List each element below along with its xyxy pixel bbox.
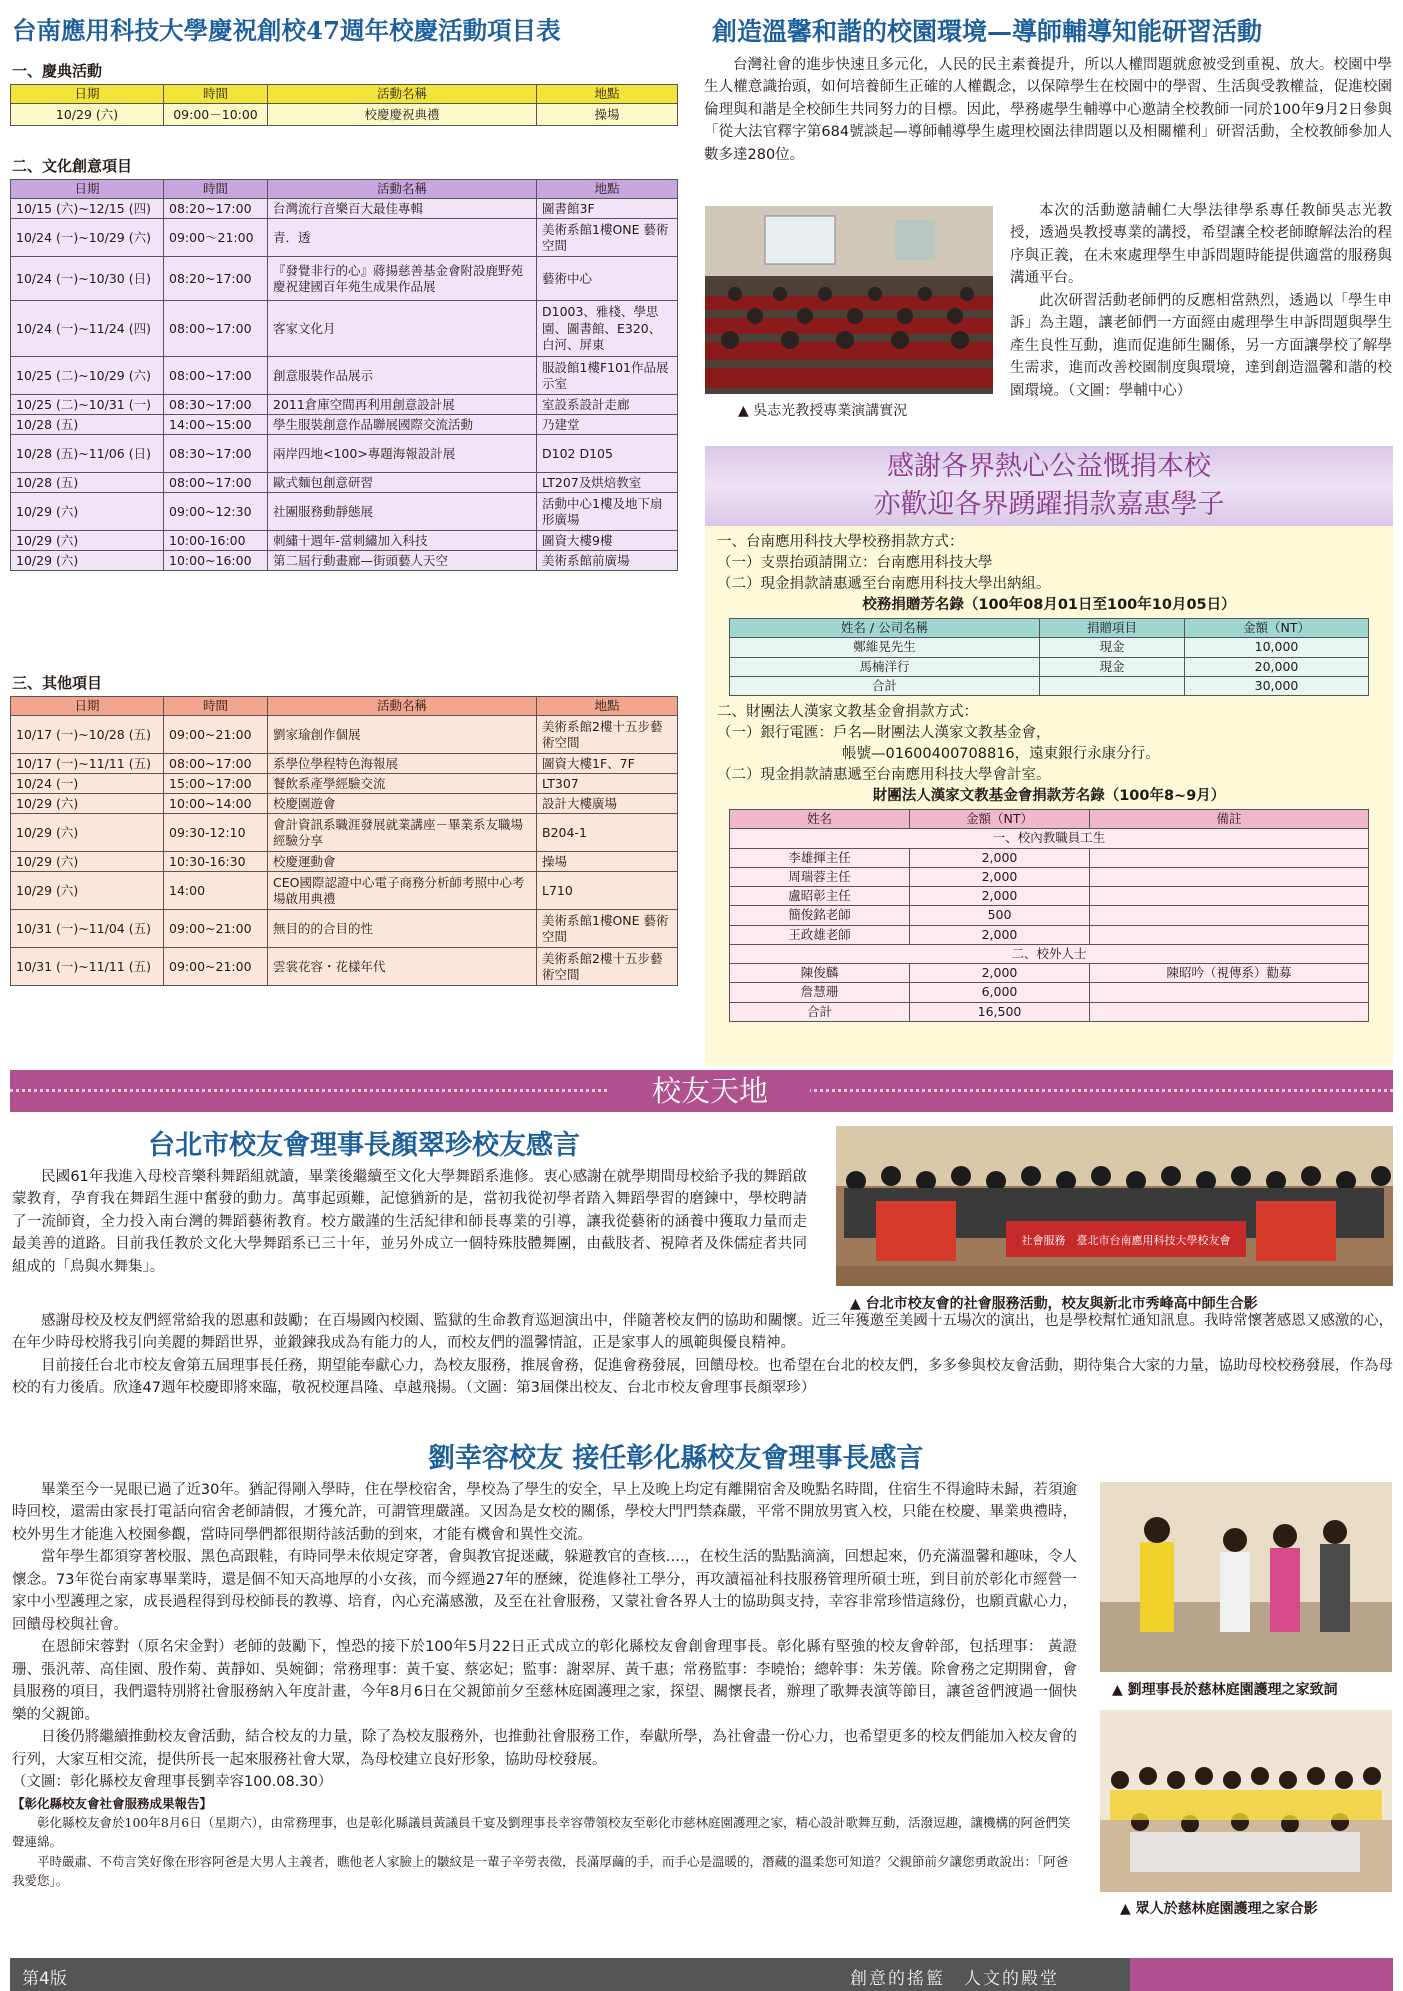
table-cell — [1090, 867, 1369, 886]
table-cell: 2,000 — [910, 848, 1090, 867]
table-cell — [1090, 848, 1369, 867]
table-cell: 10/29 (六) — [11, 872, 164, 910]
table-row — [730, 657, 1369, 676]
table-row — [730, 964, 1369, 983]
column-header: 金額（NT） — [910, 810, 1090, 829]
list1-header-row — [730, 619, 1369, 638]
table-cell: 09:00~21:00 — [164, 910, 268, 948]
table-cell: 09:00－10:00 — [164, 104, 268, 126]
lecture-photo — [705, 206, 993, 394]
table-cell: 社團服務動靜態展 — [268, 493, 537, 531]
table-cell: 10/17 (一)~10/28 (五) — [11, 716, 164, 754]
table-cell: 30,000 — [1185, 676, 1369, 695]
mentor-paragraph-1: 台灣社會的進步快速且多元化，人民的民主素養提升，所以人權問題就愈被受到重視、放大。校園中學生人權意識抬頭，如何培養師生正確的人權觀念，以保障學生在校園中的學習、生活與受教權益，促進校園倫理與和諧是全校師生共同努力的目標。因此，學務處學生輔導中心邀請全校教師一同於100年9月2日參與「從大法官釋字第684號談起—導師輔導學生處理校園法律問題以及相關權利」研習活動，全校教師參加人數多達280位。 — [704, 57, 1392, 163]
liu-report-1: 彰化縣校友會於100年8月6日（星期六），由常務理事，也是彰化縣議員黃議員千宴及劉理事長幸容帶領校友至彰化市慈林庭園護理之家，精心設計歌舞互動，活潑逗趣，讓機構的阿爸們笑聲連綿。 — [12, 1814, 1071, 1850]
column-header: 地點 — [537, 697, 678, 716]
table-cell: D1003、雅棧、學思園、圖書館、E320、白河、屏東 — [537, 301, 678, 357]
column-header: 姓名 — [730, 810, 910, 829]
yen-photo-banner: 社會服務 臺北市台南應用科技大學校友會 — [1021, 1234, 1231, 1247]
table-row — [730, 925, 1369, 944]
lecture-caption: ▲ 吳志光教授專業演講實況 — [738, 403, 908, 419]
footer — [10, 1958, 1393, 1991]
column-header: 日期 — [11, 180, 164, 199]
others-table — [10, 696, 678, 986]
yen-caption: ▲ 台北市校友會的社會服務活動，校友與新北市秀峰高中師生合影 — [850, 1296, 1258, 1312]
table-cell: 美術系館2樓十五步藝術空間 — [537, 948, 678, 986]
table-cell: 圖資大樓9樓 — [537, 531, 678, 551]
table-cell: 2,000 — [910, 925, 1090, 944]
table-row — [11, 257, 678, 301]
table-cell: 王政雄老師 — [730, 925, 910, 944]
column-header: 時間 — [164, 180, 268, 199]
table-row — [11, 493, 678, 531]
table-cell: 校慶運動會 — [268, 852, 537, 872]
donation-list-2-title: 財團法人漢家文教基金會捐款芳名錄（100年8~9月） — [872, 788, 1226, 805]
liu-photo-speech — [1100, 1482, 1392, 1672]
table-row — [730, 983, 1369, 1002]
table-cell: 08:30~17:00 — [164, 395, 268, 415]
table-cell — [1090, 1002, 1369, 1021]
table-cell: 詹慧珊 — [730, 983, 910, 1002]
table-cell: 室設系設計走廊 — [537, 395, 678, 415]
table-row — [11, 219, 678, 257]
table-cell: 10/24 (一) — [11, 774, 164, 794]
table-cell: 美術系館1樓ONE 藝術空間 — [537, 910, 678, 948]
table-cell: 14:00~15:00 — [164, 415, 268, 435]
table-row — [11, 199, 678, 219]
lecture-illustration — [705, 206, 993, 394]
yen-paragraph-2: 感謝母校及校友們經常給我的恩惠和鼓勵；在百場國內校園、監獄的生命教育巡迴演出中，伴隨著校友們的協助和關懷。近三年獲邀至美國十五場次的演出，也是學校幫忙通知訊息。我時常懷著感恩又感激的心，在年少時母校將我引向美麗的舞蹈世界，並鍛鍊我成為有能力的人，而校友們的溫馨情誼，正是家事人的風範與優良精神。 — [12, 1313, 1393, 1352]
table-cell: 學生服裝創意作品聯展國際交流活動 — [268, 415, 537, 435]
table-cell: 10:00-16:00 — [164, 531, 268, 551]
ceremony-heading: 一、慶典活動 — [12, 62, 103, 80]
culture-table — [10, 179, 678, 571]
table-cell: 設計大樓廣場 — [537, 794, 678, 814]
table-row — [11, 301, 678, 357]
table-cell: 6,000 — [910, 983, 1090, 1002]
table-cell: 陳昭吟（視傳系）勸募 — [1090, 964, 1369, 983]
yen-group-photo — [836, 1126, 1393, 1286]
table-row — [11, 435, 678, 473]
column-header: 活動名稱 — [268, 180, 537, 199]
table-cell: 08:00~17:00 — [164, 301, 268, 357]
list2-header-row — [730, 810, 1369, 829]
table-cell: 10/31 (一)~11/11 (五) — [11, 948, 164, 986]
table-cell: 雲裳花容・花樣年代 — [268, 948, 537, 986]
table-cell — [1040, 676, 1185, 695]
column-header: 捐贈項目 — [1040, 619, 1185, 638]
table-cell: 圖資大樓1F、7F — [537, 754, 678, 774]
table-row — [730, 1002, 1369, 1021]
table-row — [11, 852, 678, 872]
footer-slogan: 創意的搖籃 人文的殿堂 — [850, 1969, 1059, 1989]
liu-paragraph-1: 畢業至今一晃眼已過了近30年。猶記得剛入學時，住在學校宿舍，學校為了學生的安全，早上及晚上均定有離開宿舍及晚點名時間，住宿生不得逾時未歸，若須逾時回校，還需由家長打電話向宿舍老師請假，才獲允許，可謂管理嚴謹。又因為是女校的關係，學校大門門禁森嚴，平常不開放男賓入校，只能在校慶、畢業典禮時，校外男生才能進入校園參觀，當時同學們都很期待該活動的到來，才能有機會和異性交流。 — [12, 1482, 1077, 1543]
table-cell: 10/31 (一)~11/04 (五) — [11, 910, 164, 948]
column-header: 時間 — [164, 85, 268, 104]
page-number: 第4版 — [22, 1969, 67, 1989]
table-cell: 乃建堂 — [537, 415, 678, 435]
liu-paragraph-2: 當年學生都須穿著校服、黑色高跟鞋，有時同學未依規定穿著，會與教官捉迷藏，躲避教官的查核….，在校生活的點點滴滴，回想起來，仍充滿溫馨和趣味，令人懷念。73年從台南家專畢業時，還是個不知天高地厚的小女孩，而今經過27年的歷練，從進修社工學分，再攻讀福祉科技服務管理所碩士班，到目前於彰化市經營一家中小型護理之家，成長過程得到母校師長的教導、培育，內心充滿感激，及至在社會服務，又蒙社會各界人士的協助與支持，幸容非常珍惜這緣份，也願貢獻心力，回饋母校與社會。 — [12, 1549, 1077, 1633]
liu-photo-speech-illustration — [1100, 1482, 1392, 1672]
table-cell: 10/28 (五) — [11, 473, 164, 493]
table-cell: 現金 — [1040, 657, 1185, 676]
table-row — [11, 551, 678, 571]
table-cell: 10:30-16:30 — [164, 852, 268, 872]
table-cell: 操場 — [537, 852, 678, 872]
donation-box — [705, 446, 1393, 1066]
donation-list-1 — [717, 616, 1381, 696]
table-row — [730, 887, 1369, 906]
column-header: 備註 — [1090, 810, 1369, 829]
table-cell: 10:00~14:00 — [164, 794, 268, 814]
table-cell: 10/29 (六) — [11, 493, 164, 531]
table-cell: 陳俊麟 — [730, 964, 910, 983]
table-cell: CEO國際認證中心電子商務分析師考照中心考場啟用典禮 — [268, 872, 537, 910]
mentor-paragraph-2: 本次的活動邀請輔仁大學法律學系專任教師吳志光教授，透過吳教授專業的講授，希望讓全校老師瞭解法治的程序與正義，在未來處理學生申訴問題時能提供適當的服務與溝通平台。 — [1010, 203, 1392, 287]
table-cell: 『發覺非行的心』蔣揚慈善基金會附設鹿野苑慶祝建國百年苑生成果作品展 — [268, 257, 537, 301]
liu-report-title: 【彰化縣校友會社會服務成果報告】 — [12, 1795, 213, 1811]
donation-section-2a: （一）銀行電匯：戶名—財團法人漢家文教基金會， — [717, 725, 1051, 742]
culture-header-row — [11, 180, 678, 199]
table-cell: 2,000 — [910, 964, 1090, 983]
donation-title-2: 亦歡迎各界踴躍捐款嘉惠學子 — [873, 489, 1225, 520]
donation-section-1b: （二）現金捐款請惠遞至台南應用科技大學出納組。 — [717, 576, 1051, 593]
table-cell: 09:00~12:30 — [164, 493, 268, 531]
table-cell: 第二屆行動畫廊—街頭藝人天空 — [268, 551, 537, 571]
table-cell: 09:00~21:00 — [164, 716, 268, 754]
yen-paragraph-1: 民國61年我進入母校音樂科舞蹈組就讀，畢業後繼續至文化大學舞蹈系進修。衷心感謝在就學期間母校給予我的舞蹈啟蒙教育，孕育我在舞蹈生涯中奮發的動力。萬事起頭難，記憶猶新的是，當初我從初學者踏入舞蹈學習的磨鍊中，學校聘請了一流師資，全力投入南台灣的舞蹈藝術教育。校方嚴謹的生活紀律和師長專業的引導，讓我從藝術的涵養中獲取力量而走最美善的道路。目前我任教於文化大學舞蹈系已三十年，並另外成立一個特殊肢體舞團，由截肢者、視障者及侏儒症者共同組成的「鳥與水舞集」。 — [12, 1169, 807, 1275]
table-cell: 餐飲系產學經驗交流 — [268, 774, 537, 794]
table-row — [11, 415, 678, 435]
table-row — [730, 676, 1369, 695]
table-cell: LT207及烘焙教室 — [537, 473, 678, 493]
liu-report-2: 平時嚴肅、不苟言笑好像在形容阿爸是大男人主義者，瞧他老人家臉上的皺紋是一輩子辛勞表徵，長滿厚繭的手，而手心是溫暖的，潛藏的溫柔您可知道？父親節前夕讓您勇敢說出：「阿爸我愛您」。 — [12, 1853, 1069, 1889]
donation-section-1a: （一）支票抬頭請開立：台南應用科技大學 — [717, 555, 993, 572]
column-header: 金額（NT） — [1185, 619, 1369, 638]
table-cell: 14:00 — [164, 872, 268, 910]
yen-paragraph-3: 目前接任台北市校友會第五屆理事長任務，期望能奉獻心力，為校友服務，推展會務，促進會務發展，回饋母校。也希望在台北的校友們，多多參與校友會活動，期待集合大家的力量，協助母校校務發展，作為母校的有力後盾。欣逢47週年校慶即將來臨，敬祝校運昌隆、卓越飛揚。（文圖：第3屆傑出校友、台北市校友會理事長顏翠珍） — [12, 1357, 1393, 1397]
table-cell: 08:00~17:00 — [164, 357, 268, 395]
table-cell: 10/29 (六) — [11, 551, 164, 571]
table-cell: 美術系館2樓十五步藝術空間 — [537, 716, 678, 754]
table-cell: 08:00~17:00 — [164, 473, 268, 493]
table-row — [730, 906, 1369, 925]
column-header: 活動名稱 — [268, 697, 537, 716]
table-cell: 20,000 — [1185, 657, 1369, 676]
table-cell: 10/25 (二)~10/29 (六) — [11, 357, 164, 395]
table-row — [11, 104, 678, 126]
column-header: 地點 — [537, 85, 678, 104]
column-header: 日期 — [11, 85, 164, 104]
donation-list-2 — [717, 807, 1381, 1022]
table-cell: 客家文化月 — [268, 301, 537, 357]
table-cell: 10/29 (六) — [11, 794, 164, 814]
table-row — [11, 794, 678, 814]
table-cell: 操場 — [537, 104, 678, 126]
yen-photo-illustration — [836, 1126, 1393, 1286]
table-cell: 2,000 — [910, 867, 1090, 886]
table-cell: 500 — [910, 906, 1090, 925]
table-cell: 青．透 — [268, 219, 537, 257]
table-cell: 10/24 (一)~10/30 (日) — [11, 257, 164, 301]
table-cell: 活動中心1樓及地下扇形廣場 — [537, 493, 678, 531]
table-cell — [1090, 983, 1369, 1002]
table-cell: L710 — [537, 872, 678, 910]
table-cell: 校慶慶祝典禮 — [268, 104, 537, 126]
table-cell — [1090, 887, 1369, 906]
table-cell: 08:00~17:00 — [164, 754, 268, 774]
table-cell: 一、校內教職員工生 — [730, 829, 1369, 848]
table-cell: 服設館1樓F101作品展示室 — [537, 357, 678, 395]
table-cell: 10/29 (六) — [11, 814, 164, 852]
table-cell: 09:30-12:10 — [164, 814, 268, 852]
table-cell: LT307 — [537, 774, 678, 794]
table-cell: 周瑞蓉主任 — [730, 867, 910, 886]
table-cell — [1090, 925, 1369, 944]
liu-signature: （文圖：彰化縣校友會理事長劉幸容100.08.30） — [12, 1774, 333, 1791]
table-row — [11, 910, 678, 948]
donation-header — [705, 446, 1393, 526]
liu-caption-2: ▲ 眾人於慈林庭園護理之家合影 — [1120, 1901, 1318, 1917]
table-cell: 兩岸四地<100>專題海報設計展 — [268, 435, 537, 473]
liu-paragraph-3: 在恩師宋蓉對（原名宋金對）老師的鼓勵下，惶恐的接下於100年5月22日正式成立的彰化縣校友會創會理事長。彰化縣有堅強的校友會幹部，包括理事： 黃證珊、張汎蒂、高佳園、殷作菊、黃靜如、吳婉御；常務理事：黃千宴、蔡宓妃；監事：謝翠屏、黃千惠；常務監事：李曉怡；總幹事：朱芳儀。除會務之定期開會，會員服務的項目，我們還特別將社會服務納入年度計畫，今年8月6日在父親節前夕至慈林庭園護理之家，探望、關懷長者，辦理了歌舞表演等節目，讓爸爸們渡過一個快樂的父親節。 — [12, 1639, 1077, 1723]
table-cell: 刺繡十週年-當刺繡加入科技 — [268, 531, 537, 551]
table-cell: 08:30~17:00 — [164, 435, 268, 473]
table-cell: 10/29 (六) — [11, 104, 164, 126]
table-cell: 10:00~16:00 — [164, 551, 268, 571]
table-cell: 創意服裝作品展示 — [268, 357, 537, 395]
column-header: 日期 — [11, 697, 164, 716]
table-cell: 10/28 (五)~11/06 (日) — [11, 435, 164, 473]
table-cell: 2,000 — [910, 887, 1090, 906]
table-cell: 15:00~17:00 — [164, 774, 268, 794]
table-row — [11, 395, 678, 415]
table-group-row — [730, 829, 1369, 848]
table-row — [11, 948, 678, 986]
yen-title: 台北市校友會理事長顏翠珍校友感言 — [148, 1130, 580, 1161]
table-cell: 美術系館前廣場 — [537, 551, 678, 571]
table-cell: 10/29 (六) — [11, 852, 164, 872]
ceremony-table — [10, 84, 678, 126]
table-row — [730, 638, 1369, 657]
table-row — [11, 872, 678, 910]
donation-list-1-title: 校務捐贈芳名錄（100年08月01日至100年10月05日） — [862, 597, 1236, 614]
table-row — [730, 867, 1369, 886]
table-cell: 系學位學程特色海報展 — [268, 754, 537, 774]
table-cell: 現金 — [1040, 638, 1185, 657]
donation-title-1: 感謝各界熱心公益慨捐本校 — [887, 451, 1211, 482]
table-cell: 校慶園遊會 — [268, 794, 537, 814]
table-cell: 09:00～21:00 — [164, 219, 268, 257]
table-cell: 10/24 (一)~10/29 (六) — [11, 219, 164, 257]
culture-heading: 二、文化創意項目 — [12, 157, 133, 175]
table-cell: 盧昭彰主任 — [730, 887, 910, 906]
table-cell: 16,500 — [910, 1002, 1090, 1021]
left-title: 台南應用科技大學慶祝創校47週年校慶活動項目表 — [12, 16, 561, 45]
donation-section-2: 二、財團法人漢家文教基金會捐款方式： — [717, 704, 978, 721]
table-cell: 08:20~17:00 — [164, 257, 268, 301]
table-cell: 馬楠洋行 — [730, 657, 1040, 676]
table-cell: 李雄揮主任 — [730, 848, 910, 867]
liu-photo-group — [1100, 1710, 1392, 1892]
table-cell: D102 D105 — [537, 435, 678, 473]
table-cell: 台灣流行音樂百大最佳專輯 — [268, 199, 537, 219]
table-cell: 08:20~17:00 — [164, 199, 268, 219]
table-group-row — [730, 944, 1369, 963]
table-cell: 2011倉庫空間再利用創意設計展 — [268, 395, 537, 415]
table-cell: 藝術中心 — [537, 257, 678, 301]
table-row — [11, 716, 678, 754]
table-cell: 簡俊銘老師 — [730, 906, 910, 925]
mentor-paragraph-3: 此次研習活動老師們的反應相當熱烈，透過以「學生申訴」為主題，讓老師們一方面經由處理學生申訴問題與學生產生良性互動，進而促進師生關係，另一方面讓學校了解學生需求，進而改善校園制度與環境，達到創造溫馨和諧的校園環境。（文圖：學輔中心） — [1010, 292, 1392, 399]
table-cell: 10/17 (一)~11/11 (五) — [11, 754, 164, 774]
table-cell: 會計資訊系職涯發展就業講座－畢業系友職場經驗分享 — [268, 814, 537, 852]
table-cell: 10,000 — [1185, 638, 1369, 657]
table-cell: 圖書館3F — [537, 199, 678, 219]
donation-section-2c: （二）現金捐款請惠遞至台南應用科技大學會計室。 — [717, 767, 1051, 784]
table-cell: 歐式麵包創意研習 — [268, 473, 537, 493]
table-row — [11, 473, 678, 493]
table-cell: 合計 — [730, 1002, 910, 1021]
table-cell: 無目的的合目的性 — [268, 910, 537, 948]
table-row — [11, 814, 678, 852]
liu-paragraph-4: 日後仍將繼續推動校友會活動，結合校友的力量，除了為校友服務外，也推動社會服務工作，奉獻所學，為社會盡一份心力，也希望更多的校友們能加入校友會的行列，大家互相交流，提供所長一起來服務社會大眾，為母校建立良好形象，協助母校發展。 — [12, 1729, 1077, 1768]
table-cell: 劉家瑜創作個展 — [268, 716, 537, 754]
donation-section-2b: 帳號—01600400708816，遠東銀行永康分行。 — [842, 746, 1160, 763]
ceremony-header-row — [11, 85, 678, 104]
table-row — [11, 754, 678, 774]
alumni-banner-title: 校友天地 — [610, 1070, 810, 1112]
liu-title: 劉幸容校友 接任彰化縣校友會理事長感言 — [428, 1443, 924, 1474]
column-header: 姓名 / 公司名稱 — [730, 619, 1040, 638]
table-cell: 10/24 (一)~11/24 (四) — [11, 301, 164, 357]
table-cell: 10/28 (五) — [11, 415, 164, 435]
table-cell: 美術系館1樓ONE 藝術空間 — [537, 219, 678, 257]
table-cell: 09:00~21:00 — [164, 948, 268, 986]
table-cell: 合計 — [730, 676, 1040, 695]
table-cell: 10/29 (六) — [11, 531, 164, 551]
liu-photo-group-illustration — [1100, 1710, 1392, 1892]
liu-caption-1: ▲ 劉理事長於慈林庭園護理之家致詞 — [1112, 1682, 1338, 1698]
mentor-title: 創造溫馨和諧的校園環境—導師輔導知能研習活動 — [712, 17, 1263, 46]
table-row — [11, 774, 678, 794]
donation-section-1: 一、台南應用科技大學校務捐款方式： — [717, 534, 964, 550]
table-cell: 二、校外人士 — [730, 944, 1369, 963]
table-row — [730, 848, 1369, 867]
column-header: 地點 — [537, 180, 678, 199]
table-cell: B204-1 — [537, 814, 678, 852]
table-row — [11, 531, 678, 551]
table-cell: 10/15 (六)~12/15 (四) — [11, 199, 164, 219]
column-header: 活動名稱 — [268, 85, 537, 104]
table-cell — [1090, 906, 1369, 925]
table-cell: 鄭維晃先生 — [730, 638, 1040, 657]
table-row — [11, 357, 678, 395]
others-heading: 三、其他項目 — [12, 674, 103, 692]
alumni-banner — [10, 1070, 1393, 1112]
column-header: 時間 — [164, 697, 268, 716]
table-cell: 10/25 (二)~10/31 (一) — [11, 395, 164, 415]
others-header-row — [11, 697, 678, 716]
